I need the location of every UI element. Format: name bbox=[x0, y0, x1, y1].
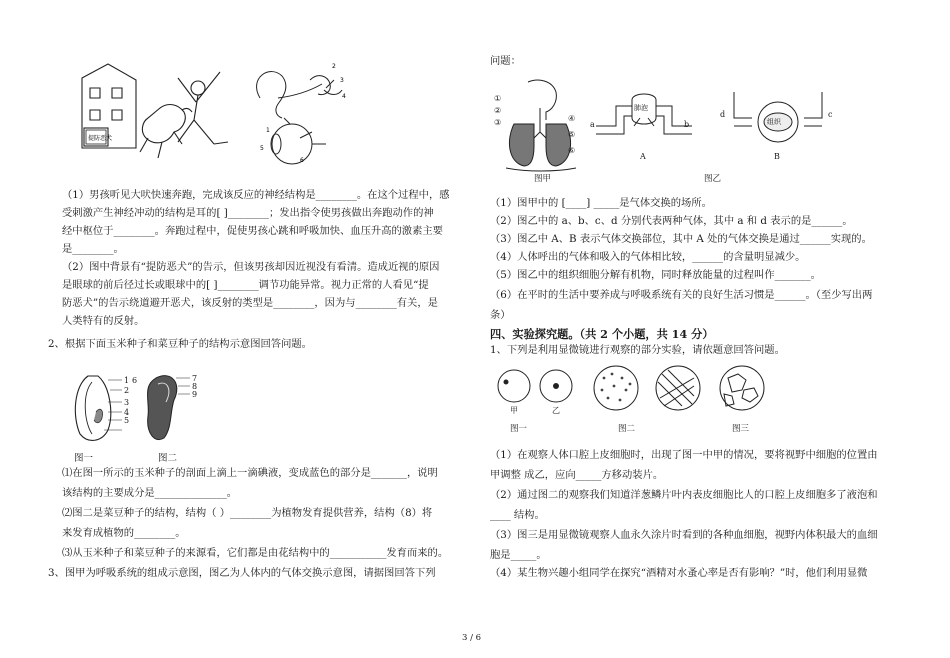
seed-label-8: 8 bbox=[192, 382, 198, 391]
q1-line-6: 是眼球的前后径过长或眼球中的[ ]________调节功能异常。视力正常的人看见“提 bbox=[62, 279, 429, 291]
label-fei: 肺泡 bbox=[634, 104, 648, 112]
q1-line-7: 防恶犬”的告示绕道避开恶犬，该反射的类型是________，因为与________有关，是 bbox=[62, 297, 438, 309]
resp-label-5: ⑤ bbox=[568, 130, 576, 139]
seed-label-1: 1 bbox=[124, 376, 130, 385]
resp-label-4: ④ bbox=[568, 114, 576, 123]
fig-yi-caption: 图乙 bbox=[704, 174, 722, 184]
micro-cap-1: 图一 bbox=[510, 424, 528, 434]
svg-text:4: 4 bbox=[342, 93, 346, 100]
micro-jia: 甲 bbox=[510, 406, 518, 415]
seed-label-6: 6 bbox=[132, 376, 138, 385]
page-number: 3 / 6 bbox=[462, 633, 482, 643]
seed-label-7: 7 bbox=[192, 374, 198, 383]
seed-q-line-4: 来发育成植物的________。 bbox=[62, 527, 186, 539]
exp-q1-heading: 1、下列是利用显微镜进行观察的部分实验，请依题意回答问题。 bbox=[490, 344, 785, 356]
resp-q-line-2: （2）图乙中的 a、b、c、d 分别代表两种气体，其中 a 和 d 表示的是______。 bbox=[490, 215, 853, 227]
seed-label-2: 2 bbox=[124, 386, 130, 395]
fig-jia-caption: 图甲 bbox=[534, 174, 552, 184]
seed-q-line-5: ⑶从玉米种子和菜豆种子的来源看，它们都是由花结构中的___________发育而来的。 bbox=[62, 547, 449, 559]
fig2-caption: 图二 bbox=[158, 453, 178, 464]
svg-text:6: 6 bbox=[300, 157, 304, 164]
exp-q-line-2: 甲调整 成乙，应向_____方移动装片。 bbox=[490, 469, 664, 481]
gas-label-b: b bbox=[684, 120, 690, 129]
gas-exchange-a-diagram bbox=[594, 90, 694, 148]
respiratory-system-diagram bbox=[504, 78, 580, 172]
exp-q-line-5: （3）图三是用显微镜观察人血永久涂片时看到的各种血细胞，视野内体积最大的血细 bbox=[490, 529, 878, 541]
gas-label-a: a bbox=[590, 120, 595, 129]
sign-text: 提防恶犬 bbox=[88, 135, 113, 142]
gas-label-d: d bbox=[720, 110, 726, 119]
resp-label-2: ② bbox=[494, 106, 502, 115]
resp-label-3: ③ bbox=[494, 118, 502, 127]
resp-q-line-5: （5）图乙中的组织细胞分解有机物，同时释放能量的过程叫作_______。 bbox=[490, 269, 821, 281]
resp-q-line-6: （6）在平时的生活中要养成与呼吸系统有关的良好生活习惯是______。（至少写出两 bbox=[490, 289, 873, 301]
q1-line-8: 人类特有的反射。 bbox=[62, 315, 145, 327]
resp-q-line-7: 条） bbox=[490, 309, 511, 321]
resp-q-line-3: （3）图乙中 A、B 表示气体交换部位，其中 A 处的气体交换是通过______实现的。 bbox=[490, 233, 872, 245]
label-zuzhi: 组织 bbox=[767, 118, 781, 126]
seed-label-3: 3 bbox=[124, 398, 130, 407]
micro-cap-2: 图二 bbox=[618, 424, 636, 434]
micro-cap-3: 图三 bbox=[732, 424, 750, 434]
resp-label-6: ⑥ bbox=[568, 146, 576, 155]
q1-line-5: （2）图中背景有“提防恶犬”的告示，但该男孩却因近视没有看清。造成近视的原因 bbox=[62, 261, 440, 273]
q1-line-1: （1）男孩听见大吠快速奔跑，完成该反应的神经结构是________。在这个过程中，感 bbox=[62, 189, 450, 201]
microscope-fields bbox=[492, 364, 784, 416]
seed-q-line-1: ⑴在图一所示的玉米种子的剖面上滴上一滴碘液，变成蓝色的部分是_______，说明 bbox=[62, 467, 438, 479]
section-4-title: 四、实验探究题。（共 2 个小题，共 14 分） bbox=[490, 327, 714, 341]
resp-label-1: ① bbox=[494, 94, 502, 103]
svg-text:2: 2 bbox=[332, 63, 336, 70]
q1-line-2: 受刺激产生神经冲动的结构是耳的[ ]________；发出指令使男孩做出奔跑动作的神 bbox=[62, 207, 434, 219]
resp-q-line-1: （1）图甲中的 [____] _____是气体交换的场所。 bbox=[490, 197, 712, 209]
exp-q-line-3: （2）通过图二的观察我们知道洋葱鳞片叶内表皮细胞比人的口腔上皮细胞多了液泡和 bbox=[490, 489, 878, 501]
q3-heading: 3、图甲为呼吸系统的组成示意图，图乙为人体内的气体交换示意图，请据图回答下列 bbox=[48, 567, 436, 579]
fig1-caption: 图一 bbox=[74, 453, 94, 464]
svg-text:5: 5 bbox=[260, 145, 264, 152]
q1-line-4: 是________。 bbox=[62, 243, 124, 255]
corn-seed-diagram bbox=[68, 372, 132, 444]
q1-line-3: 经中枢位于________。奔跑过程中，促使男孩心跳和呼吸加快、血压升高的激素主要 bbox=[62, 225, 443, 237]
questions-label: 问题： bbox=[490, 55, 521, 67]
svg-text:1: 1 bbox=[266, 127, 270, 134]
exp-q-line-4: ____ 结构。 bbox=[490, 509, 545, 521]
resp-q-line-4: （4）人体呼出的气体和吸入的气体相比较，______的含量明显减少。 bbox=[490, 251, 806, 263]
seed-label-4: 4 bbox=[124, 408, 130, 417]
seed-q-line-2: 该结构的主要成分是______________。 bbox=[62, 487, 238, 499]
micro-yi: 乙 bbox=[552, 406, 560, 415]
svg-text:3: 3 bbox=[340, 77, 344, 84]
exp-q-line-7: （4）某生物兴趣小组同学在探究“酒精对水蚤心率是否有影响？”时，他们利用显微 bbox=[490, 567, 868, 579]
seed-label-9: 9 bbox=[192, 390, 198, 399]
exp-q-line-1: （1）在观察人体口腔上皮细胞时，出现了图一中甲的情况，要将视野中细胞的位置由 bbox=[490, 449, 878, 461]
ear-eye-diagram bbox=[240, 58, 360, 170]
gas-label-c: c bbox=[828, 110, 833, 119]
seed-q-line-3: ⑵图二是菜豆种子的结构，结构（ ）________为植物发育提供营养，结构（8）将 bbox=[62, 507, 433, 519]
q2-heading: 2、根据下面玉米种子和菜豆种子的结构示意图回答问题。 bbox=[48, 338, 312, 350]
boy-dog-illustration bbox=[78, 58, 238, 170]
fig-a-caption: A bbox=[640, 152, 646, 161]
seed-label-5: 5 bbox=[124, 416, 130, 425]
exp-q-line-6: 胞是_____。 bbox=[490, 549, 547, 561]
fig-b-caption: B bbox=[774, 152, 780, 161]
